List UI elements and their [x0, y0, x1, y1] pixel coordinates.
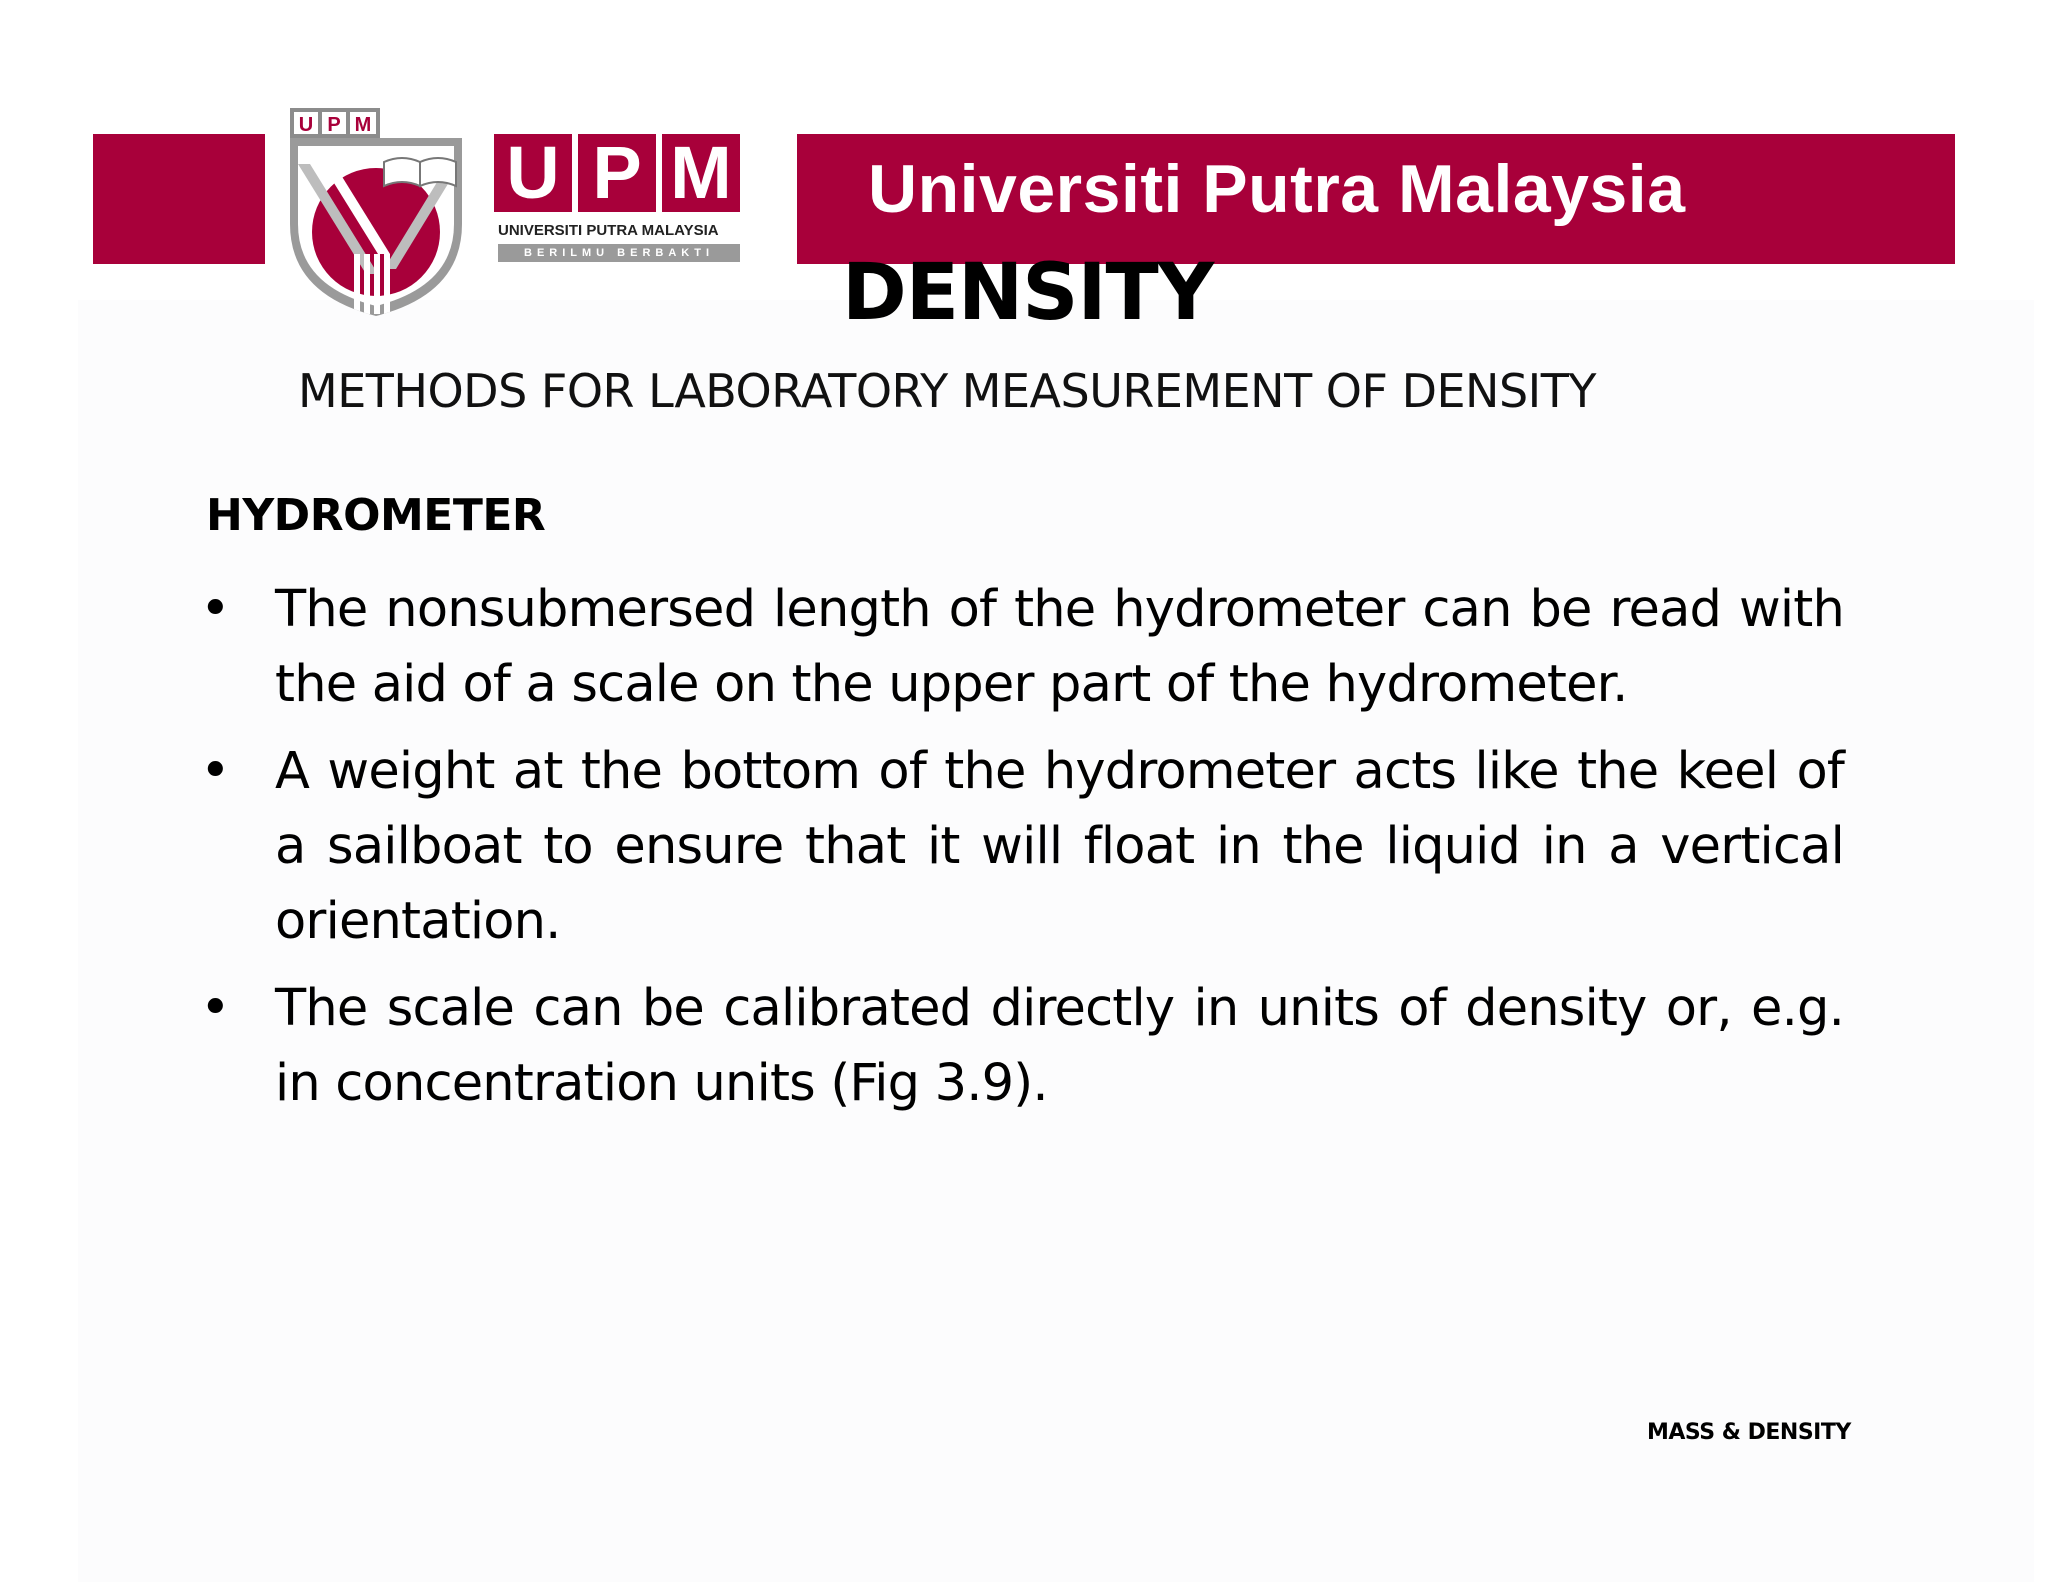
bullet-item	[200, 572, 1844, 722]
crest-badge-letter-u: U	[298, 114, 314, 136]
bullet-text: The scale can be calibrated directly in units of density or, e.g. in concentration units (Fig 3.9).	[275, 979, 1844, 1113]
wordmark-letter-u: U	[494, 134, 572, 212]
crest-badge-letter-m: M	[354, 114, 372, 136]
slide-title: DENSITY	[842, 248, 1214, 338]
upm-crest-logo	[286, 104, 466, 318]
bullet-marker: •	[200, 978, 231, 1038]
wordmark-motto: BERILMU BERBAKTI	[498, 244, 740, 262]
bullet-text: The nonsubmersed length of the hydrometer can be read with the aid of a scale on the upper part of the hydrometer.	[275, 580, 1844, 714]
bullet-list	[200, 572, 1844, 1133]
section-heading: HYDROMETER	[206, 490, 546, 541]
bullet-item	[200, 971, 1844, 1121]
wordmark-letter-p: P	[578, 134, 656, 212]
bullet-marker: •	[200, 741, 231, 801]
slide-footer: MASS & DENSITY	[1647, 1420, 1851, 1445]
crest-badge-letter-p: P	[327, 114, 341, 136]
wordmark-university-name: UNIVERSITI PUTRA MALAYSIA	[498, 222, 719, 239]
header-band-left	[93, 134, 265, 264]
upm-wordmark	[494, 131, 744, 264]
university-banner-title: Universiti Putra Malaysia	[868, 151, 1686, 227]
slide-subtitle: METHODS FOR LABORATORY MEASUREMENT OF DENSITY	[298, 364, 1596, 418]
bullet-marker: •	[200, 579, 231, 639]
bullet-text: A weight at the bottom of the hydrometer acts like the keel of a sailboat to ensure that it will float in the liquid in a vertical orientation.	[275, 742, 1844, 951]
bullet-item	[200, 734, 1844, 959]
wordmark-letters	[494, 131, 740, 214]
wordmark-letter-m: M	[662, 134, 740, 212]
